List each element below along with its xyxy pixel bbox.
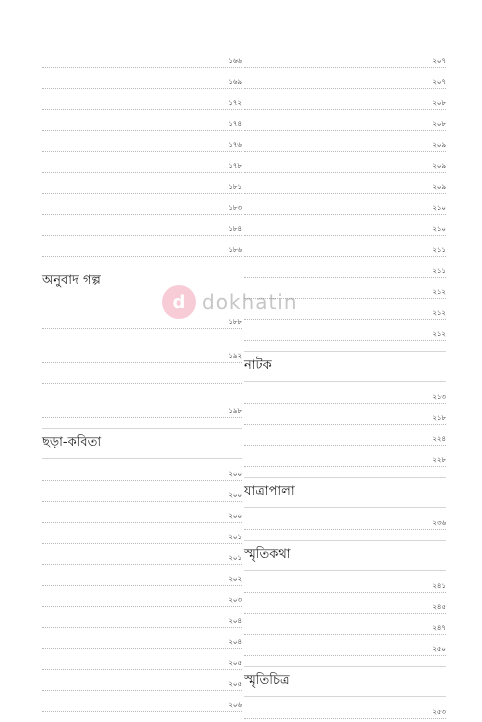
toc-entry-page: ২০৪ (228, 617, 242, 625)
toc-entry-page: ২০০ (228, 470, 242, 478)
toc-entry (244, 92, 446, 110)
toc-entry (244, 596, 446, 614)
toc-entry (244, 155, 446, 173)
toc-entry-page: ১৯২ (228, 352, 242, 360)
toc-entry-page: ১৭৬ (228, 141, 242, 149)
toc-entry (42, 239, 242, 257)
toc-entry (42, 484, 242, 502)
toc-entry (244, 176, 446, 194)
toc-entry-page: ১৮৪ (228, 225, 242, 233)
toc-entry (42, 176, 242, 194)
toc-entry-page: ১৮৬ (228, 246, 242, 254)
toc-entry-page: ২১১ (432, 267, 446, 275)
toc-entry (244, 323, 446, 341)
section-heading: ছড়া-কবিতা (42, 435, 102, 450)
section-heading: নাটক (244, 358, 272, 373)
right-column (244, 50, 446, 722)
toc-entry (244, 50, 446, 68)
toc-entry (42, 50, 242, 68)
toc-entry (42, 92, 242, 110)
toc-entry-page: ২০৭ (432, 57, 446, 65)
toc-entry (42, 652, 242, 670)
toc-entry-page: ২০৮ (432, 99, 446, 107)
toc-entry (42, 332, 242, 363)
toc-entry-page: ২০৭ (432, 78, 446, 86)
toc-entry (42, 505, 242, 523)
toc-entry-page: ২০১ (228, 554, 242, 562)
toc-entry (42, 568, 242, 586)
toc-entry-page: ২০০ (228, 491, 242, 499)
toc-entry (244, 428, 446, 446)
toc-entry-page: ২১৩ (432, 393, 446, 401)
toc-entry-page: ২১৮ (432, 414, 446, 422)
toc-entry (42, 547, 242, 565)
right-section4-list (244, 575, 446, 656)
toc-entry-page: ২০২ (228, 575, 242, 583)
section-rhymes-poems (42, 428, 242, 459)
toc-entry (42, 694, 242, 712)
toc-entry-page: ১৮১ (228, 183, 242, 191)
toc-entry (244, 197, 446, 215)
toc-entry-page: ২০৯ (432, 141, 446, 149)
toc-entry-page: ২১১ (432, 246, 446, 254)
toc-entry (244, 239, 446, 257)
toc-entry-page: ১৯৮ (228, 407, 242, 415)
section-jatra (244, 477, 446, 508)
section-memory-sketch (244, 666, 446, 697)
watermark-text: dokhatin (202, 290, 298, 314)
toc-entry-page: ২১০ (432, 204, 446, 212)
toc-entry (42, 387, 242, 418)
toc-entry (42, 526, 242, 544)
toc-entry-page: ২০৮ (432, 120, 446, 128)
section-drama (244, 351, 446, 382)
toc-entry-page: ২৫০ (432, 645, 446, 653)
toc-entry-page: ২৪৭ (432, 624, 446, 632)
toc-entry-page: ২৩৬ (432, 519, 446, 527)
toc-entry (244, 638, 446, 656)
toc-entry-page: ১৭৮ (228, 162, 242, 170)
toc-entry-page: ২১০ (432, 225, 446, 233)
toc-entry-page: ২০০ (228, 512, 242, 520)
section-heading: যাত্রাপালা (244, 484, 295, 499)
toc-entry-page: ২২৪ (432, 435, 446, 443)
toc-entry (244, 386, 446, 404)
toc-entry-page: ২১২ (432, 330, 446, 338)
section-heading: অনুবাদ গল্প (42, 273, 101, 288)
toc-entry-page: ২০৯ (432, 183, 446, 191)
toc-entry-page: ২৪১ (432, 582, 446, 590)
left-group1 (42, 50, 242, 257)
toc-entry (42, 589, 242, 607)
toc-entry (42, 610, 242, 628)
toc-entry-page: ১৭৪ (228, 120, 242, 128)
toc-entry (42, 218, 242, 236)
toc-entry-page: ২১২ (432, 288, 446, 296)
toc-entry-page: ২০৫ (228, 659, 242, 667)
toc-entry (42, 71, 242, 89)
section-memoir (244, 540, 446, 571)
toc-entry-page: ২০৩ (228, 596, 242, 604)
section-heading: স্মৃতিকথা (244, 547, 291, 562)
toc-entry (244, 260, 446, 278)
toc-entry (42, 197, 242, 215)
left-section3-list (42, 463, 242, 712)
toc-entry (42, 113, 242, 131)
toc-entry (244, 449, 446, 467)
toc-entry-page: ২৫৩ (432, 708, 446, 716)
toc-entry-page: ২০৫ (228, 680, 242, 688)
toc-entry (244, 113, 446, 131)
toc-entry-page: ২২৮ (432, 456, 446, 464)
toc-entry-page: ২০১ (228, 533, 242, 541)
toc-entry-page: ২০৪ (228, 638, 242, 646)
right-section2-list (244, 386, 446, 467)
toc-entry (42, 463, 242, 481)
toc-entry-page: ১৭২ (228, 99, 242, 107)
toc-entry-page: ২১২ (432, 309, 446, 317)
toc-entry-page: ১৬৯ (228, 78, 242, 86)
section-heading: স্মৃতিচিত্র (244, 673, 290, 688)
toc-entry (42, 366, 242, 384)
toc-entry (42, 673, 242, 691)
toc-entry (244, 407, 446, 425)
doubt-logo-icon: d (162, 285, 196, 319)
toc-entry (244, 218, 446, 236)
toc-entry-page: ১৮৮ (228, 318, 242, 326)
toc-entry-page: ২৪৫ (432, 603, 446, 611)
toc-entry (244, 575, 446, 593)
toc-entry (42, 134, 242, 152)
toc-entry (244, 512, 446, 530)
toc-entry (42, 155, 242, 173)
toc-entry (244, 71, 446, 89)
toc-entry (42, 631, 242, 649)
watermark (162, 282, 322, 322)
toc-entry-page: ১৮৩ (228, 204, 242, 212)
toc-entry-page: ২০৯ (432, 162, 446, 170)
toc-entry-page: ১৬৬ (228, 57, 242, 65)
toc-entry (244, 134, 446, 152)
right-section5-list (244, 701, 446, 719)
right-section3-list (244, 512, 446, 530)
toc-entry (244, 617, 446, 635)
toc-entry (244, 701, 446, 719)
toc-entry-page: ২০৬ (228, 701, 242, 709)
left-column (42, 50, 242, 715)
